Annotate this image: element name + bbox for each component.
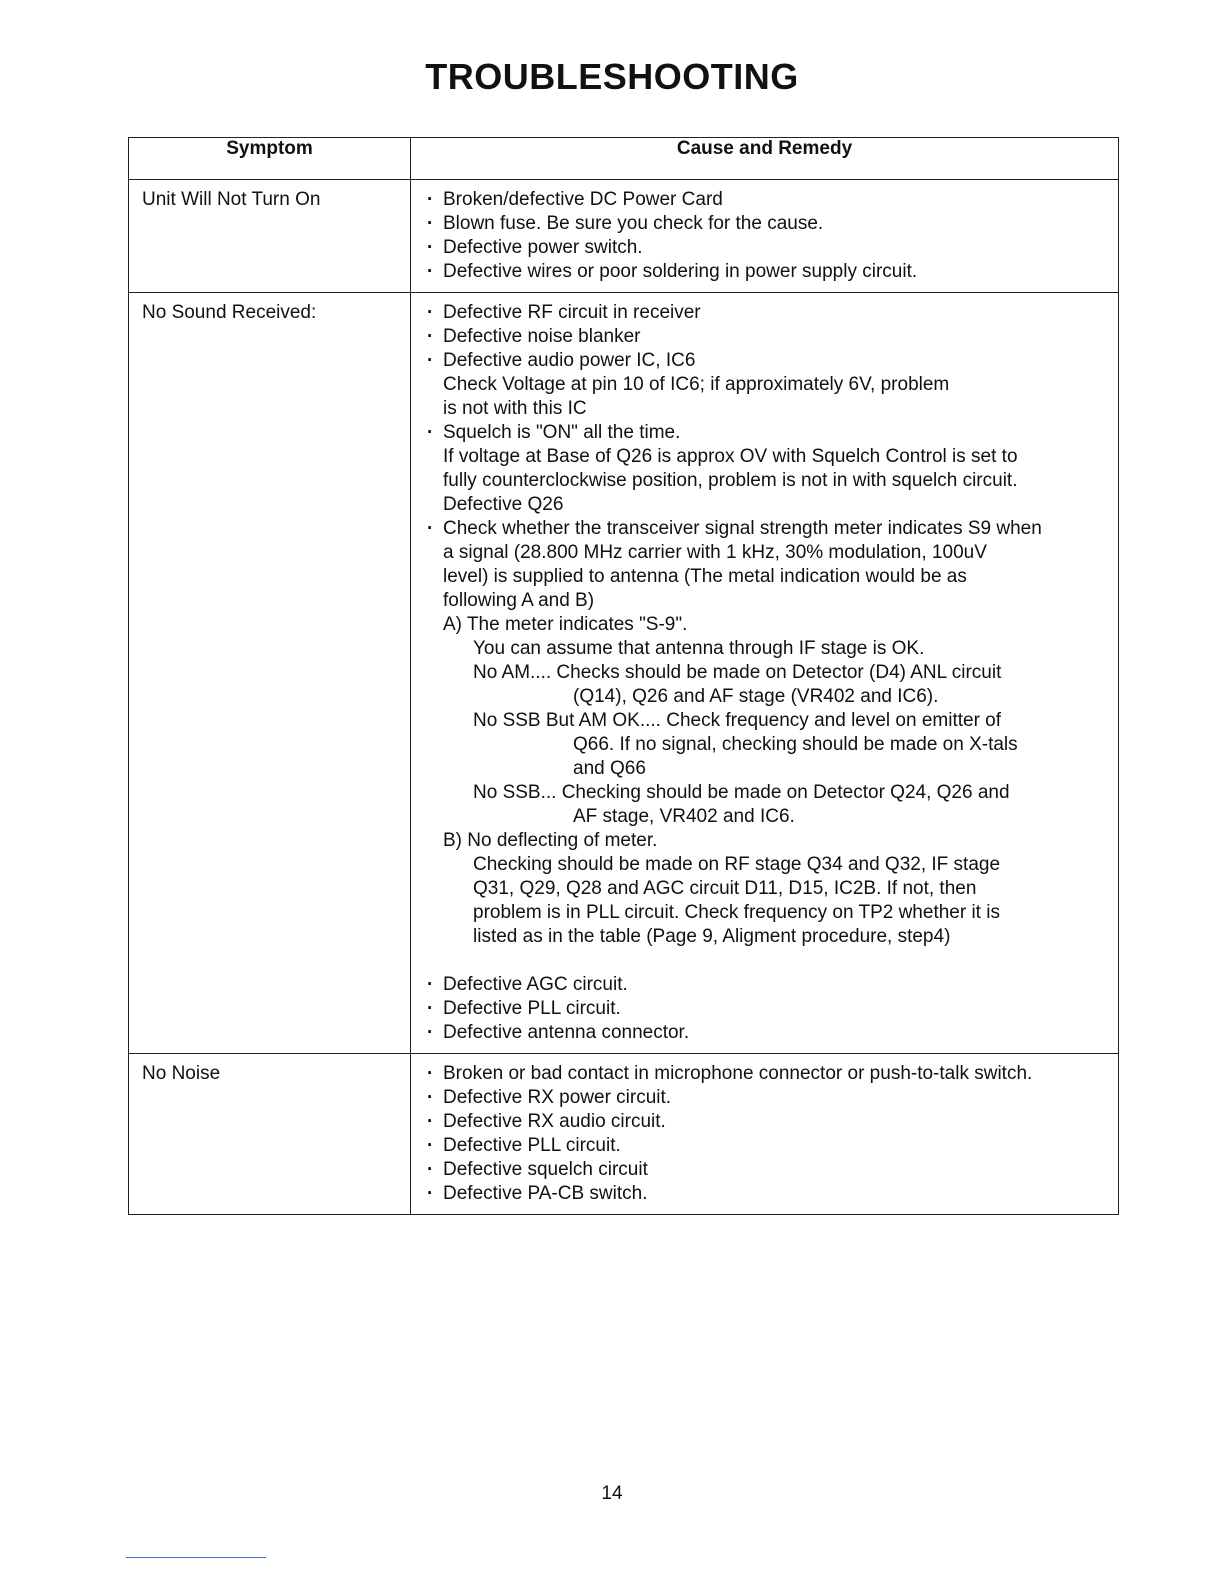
remedy-cell [411, 180, 1119, 293]
remedy-text-line: Defective Q26 [443, 494, 564, 515]
remedy-bullet-item: · Broken/defective DC Power Card [427, 188, 1110, 212]
troubleshooting-table [128, 137, 1119, 1215]
remedy-bullet-item: · Defective wires or poor soldering in power supply circuit. [427, 260, 1110, 284]
remedy-bullet-item: · Defective RX power circuit. [427, 1086, 1110, 1110]
remedy-bullet-item: · Defective squelch circuit [427, 1158, 1110, 1182]
remedy-bullet-item: · Defective noise blanker [427, 325, 1110, 349]
symptom-cell: No Sound Received: [129, 293, 411, 1054]
remedy-text-line: listed as in the table (Page 9, Aligment procedure, step4) [473, 926, 951, 947]
remedy-bullet-item: · Broken or bad contact in microphone connector or push-to-talk switch. [427, 1062, 1110, 1086]
page-number: 14 [601, 1483, 623, 1504]
table-row [129, 1054, 1119, 1215]
remedy-bullet-item: · Check whether the transceiver signal strength meter indicates S9 when [427, 517, 1110, 541]
remedy-text-line: Q66. If no signal, checking should be made on X-tals [573, 734, 1018, 755]
page-title: TROUBLESHOOTING [425, 56, 799, 97]
remedy-bullet-item: · Defective AGC circuit. [427, 973, 1110, 997]
symptom-cell: No Noise [129, 1054, 411, 1215]
remedy-text-line: following A and B) [443, 590, 595, 611]
remedy-cell [411, 293, 1119, 1054]
remedy-text-line: a signal (28.800 MHz carrier with 1 kHz, 30% modulation, 100uV [443, 542, 987, 563]
remedy-bullet-item: · Defective PLL circuit. [427, 997, 1110, 1021]
remedy-bullet-item: · Blown fuse. Be sure you check for the cause. [427, 212, 1110, 236]
remedy-bullet-item: · Defective audio power IC, IC6 [427, 349, 1110, 373]
remedy-text-line: Check Voltage at pin 10 of IC6; if approximately 6V, problem [443, 374, 950, 395]
remedy-text-line: You can assume that antenna through IF stage is OK. [473, 638, 925, 659]
spacer [427, 949, 1110, 973]
remedy-bullet-item: · Defective antenna connector. [427, 1021, 1110, 1045]
remedy-text-line: No AM.... Checks should be made on Detector (D4) ANL circuit [473, 662, 1002, 683]
remedy-text-line: (Q14), Q26 and AF stage (VR402 and IC6). [573, 686, 939, 707]
remedy-text-line: AF stage, VR402 and IC6. [573, 806, 795, 827]
remedy-bullet-item: · Squelch is "ON" all the time. [427, 421, 1110, 445]
remedy-column-header: Cause and Remedy [411, 138, 1119, 180]
remedy-text-line: is not with this IC [443, 398, 587, 419]
remedy-text-line: A) The meter indicates "S-9". [443, 614, 688, 635]
remedy-text-line: level) is supplied to antenna (The metal indication would be as [443, 566, 967, 587]
remedy-bullet-item: · Defective RF circuit in receiver [427, 301, 1110, 325]
remedy-text-line: problem is in PLL circuit. Check frequency on TP2 whether it is [473, 902, 1000, 923]
table-header-row [129, 138, 1119, 180]
symptom-column-header: Symptom [129, 138, 411, 180]
footer-rule [126, 1557, 266, 1558]
remedy-text-line: No SSB But AM OK.... Check frequency and level on emitter of [473, 710, 1002, 731]
table-row [129, 180, 1119, 293]
remedy-cell [411, 1054, 1119, 1215]
remedy-bullet-item: · Defective power switch. [427, 236, 1110, 260]
remedy-text-line: Q31, Q29, Q28 and AGC circuit D11, D15, IC2B. If not, then [473, 878, 977, 899]
symptom-cell: Unit Will Not Turn On [129, 180, 411, 293]
remedy-text-line: Checking should be made on RF stage Q34 and Q32, IF stage [473, 854, 1001, 875]
remedy-text-line: If voltage at Base of Q26 is approx OV with Squelch Control is set to [443, 446, 1018, 467]
remedy-text-line: and Q66 [573, 758, 646, 779]
remedy-bullet-item: · Defective PA-CB switch. [427, 1182, 1110, 1206]
remedy-bullet-item: · Defective RX audio circuit. [427, 1110, 1110, 1134]
remedy-text-line: fully counterclockwise position, problem is not in with squelch circuit. [443, 470, 1018, 491]
table-row [129, 293, 1119, 1054]
remedy-text-line: B) No deflecting of meter. [443, 830, 658, 851]
remedy-text-line: No SSB... Checking should be made on Detector Q24, Q26 and [473, 782, 1010, 803]
remedy-bullet-item: · Defective PLL circuit. [427, 1134, 1110, 1158]
